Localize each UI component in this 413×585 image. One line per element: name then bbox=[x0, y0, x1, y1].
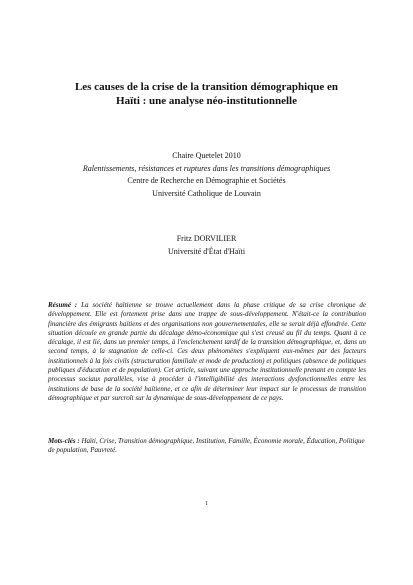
keywords bbox=[48, 437, 366, 456]
university: Université Catholique de Louvain bbox=[152, 188, 261, 198]
paper-title bbox=[40, 80, 373, 108]
author-affiliation: Université d'État d'Haïti bbox=[167, 246, 246, 256]
abstract-label: Résumé : bbox=[48, 301, 78, 309]
title-line-1: Les causes de la crise de la transition démographique en bbox=[74, 81, 339, 93]
abstract bbox=[48, 301, 366, 403]
title-line-2: Haïti : une analyse néo-institutionnelle bbox=[116, 95, 297, 107]
conference-subtitle: Ralentissements, résistances et ruptures dans les transitions démographiques bbox=[82, 163, 331, 173]
research-center: Centre de Recherche en Démographie et Sociétés bbox=[127, 176, 286, 185]
author-block bbox=[40, 233, 373, 258]
conference-block bbox=[40, 150, 373, 200]
conference-name: Chaire Quetelet 2010 bbox=[172, 151, 241, 160]
author-name: Fritz DORVILIER bbox=[176, 234, 237, 243]
keywords-label: Mots-clés : bbox=[48, 437, 80, 445]
abstract-text: La société haïtienne se trouve actuellement dans la phase critique de sa crise chronique de développement. Elle est fortement prise dans une trappe de sous-développement. N'était-ce la contribution financière des émigrants haïtiens et des organisations non gouvernementales, elle se serait déjà effondrée. Cette situation découle en grande partie du décalage démo-économique qui s'est creusé au fil du temps. Quant à ce décalage, il est lié, dans un premier temps, à l'enclenchement tardif de la transition démographique, et, dans un second temps, à la stagnation de celle-ci. Ces deux phénomènes s'expliquent eux-mêmes par des facteurs institutionnels à la fois civils (structuration familiale et mode de production) et politiques (absence de politiques publiques d'éducation et de population). Cet article, suivant une approche institutionnelle prenant en compte les processus sociaux parallèles, vise à procéder à l'intelligibilité des interactions dysfonctionnelles entre les institutions de base de la société haïtienne, et ce afin de déterminer leur impact sur le processus de transition démographique et par surcroît sur la dynamique de sous-développement de ce pays. bbox=[48, 301, 366, 402]
keywords-text: Haïti, Crise, Transition démographique, Institution, Famille, Économie morale, Éducation, Politique de population, Pauvreté. bbox=[48, 437, 365, 455]
page-number: 1 bbox=[205, 501, 208, 507]
